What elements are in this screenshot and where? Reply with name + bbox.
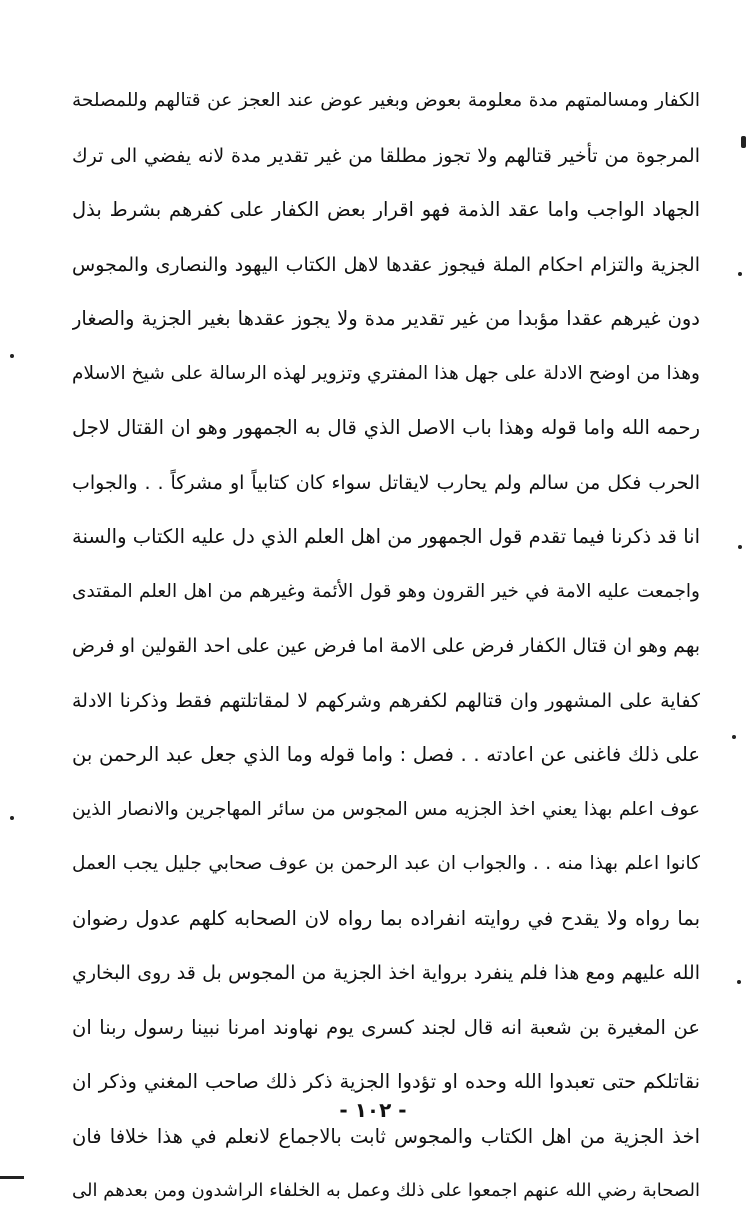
scan-dot (737, 980, 741, 984)
text-line: واجمعت عليه الامة في خير القرون وهو قول الأئمة وغيرهم من اهل العلم المقتدى (72, 580, 700, 602)
text-line: الصحابة رضي الله عنهم اجمعوا على ذلك وعمل به الخلفاء الراشدون ومن بعدهم الى (72, 1180, 700, 1201)
scan-dot (738, 272, 742, 276)
text-line: اخذ الجزية من اهل الكتاب والمجوس ثابت بالاجماع لانعلم في هذا خلافا فان (72, 1124, 700, 1148)
text-line: عوف اعلم بهذا يعني اخذ الجزيه مس المجوس من سائر المهاجرين والانصار الذين (72, 798, 700, 820)
text-line: بهم وهو ان قتال الكفار فرض على الامة اما فرض عين على احد القولين او فرض (72, 635, 700, 657)
text-line: الله عليهم ومع هذا فلم ينفرد برواية اخذ الجزية من المجوس بل قد روى البخاري (72, 962, 700, 984)
text-line: كانوا اعلم بهذا منه . . والجواب ان عبد الرحمن بن عوف صحابي جليل يجب العمل (72, 853, 700, 874)
scan-mark (0, 1176, 24, 1179)
text-line: نقاتلكم حتى تعبدوا الله وحده او تؤدوا الجزية ذكر ذلك صاحب المغني وذكر ان (72, 1070, 700, 1093)
text-line: الحرب فكل من سالم ولم يحارب لايقاتل سواء كان كتابياً او مشركاً . . والجواب (72, 471, 700, 494)
text-line: على ذلك فاغنى عن اعادته . . فصل : واما قوله وما الذي جعل عبد الرحمن بن (72, 743, 700, 766)
body-text (72, 74, 700, 1219)
scan-dot (732, 735, 736, 739)
page-number: - ١٠٢ - (339, 1098, 407, 1122)
text-line: الجزية والتزام احكام الملة فيجوز عقدها لاهل الكتاب اليهود والنصارى والمجوس (72, 253, 700, 276)
scan-mark (741, 136, 746, 148)
text-line: عن المغيرة بن شعبة انه قال لجند كسرى يوم نهاوند امرنا نبينا رسول ربنا ان (72, 1015, 700, 1039)
text-line: بما رواه ولا يقدح في روايته انفراده بما رواه لان الصحابه كلهم عدول رضوان (72, 906, 700, 930)
text-line: رحمه الله واما قوله وهذا باب الاصل الذي قال به الجمهور وهو ان القتال لاجل (72, 416, 700, 439)
text-line: دون غيرهم عقدا مؤبدا من غير تقدير مدة ولا يجوز عقدها بغير الجزية والصغار (72, 307, 700, 330)
scan-dot (10, 354, 14, 358)
text-line: المرجوة من تأخير قتالهم ولا تجوز مطلقا من غير تقدير مدة لانه يفضي الى ترك (72, 144, 700, 167)
scan-dot (738, 545, 742, 549)
text-line: وهذا من اوضح الادلة على جهل هذا المفتري وتزوير لهذه الرسالة على شيخ الاسلام (72, 362, 700, 384)
scan-dot (10, 816, 14, 820)
text-line: كفاية على المشهور وان قتالهم لكفرهم وشركهم لا لمقاتلتهم فقط وذكرنا الادلة (72, 689, 700, 712)
text-line: الكفار ومسالمتهم مدة معلومة بعوض وبغير عوض عند العجز عن قتالهم وللمصلحة (72, 90, 700, 111)
text-line: الجهاد الواجب واما عقد الذمة فهو اقرار بعض الكفار على كفرهم بشرط بذل (72, 198, 700, 221)
text-line: انا قد ذكرنا فيما تقدم قول الجمهور من اهل العلم الذي دل عليه الكتاب والسنة (72, 525, 700, 548)
